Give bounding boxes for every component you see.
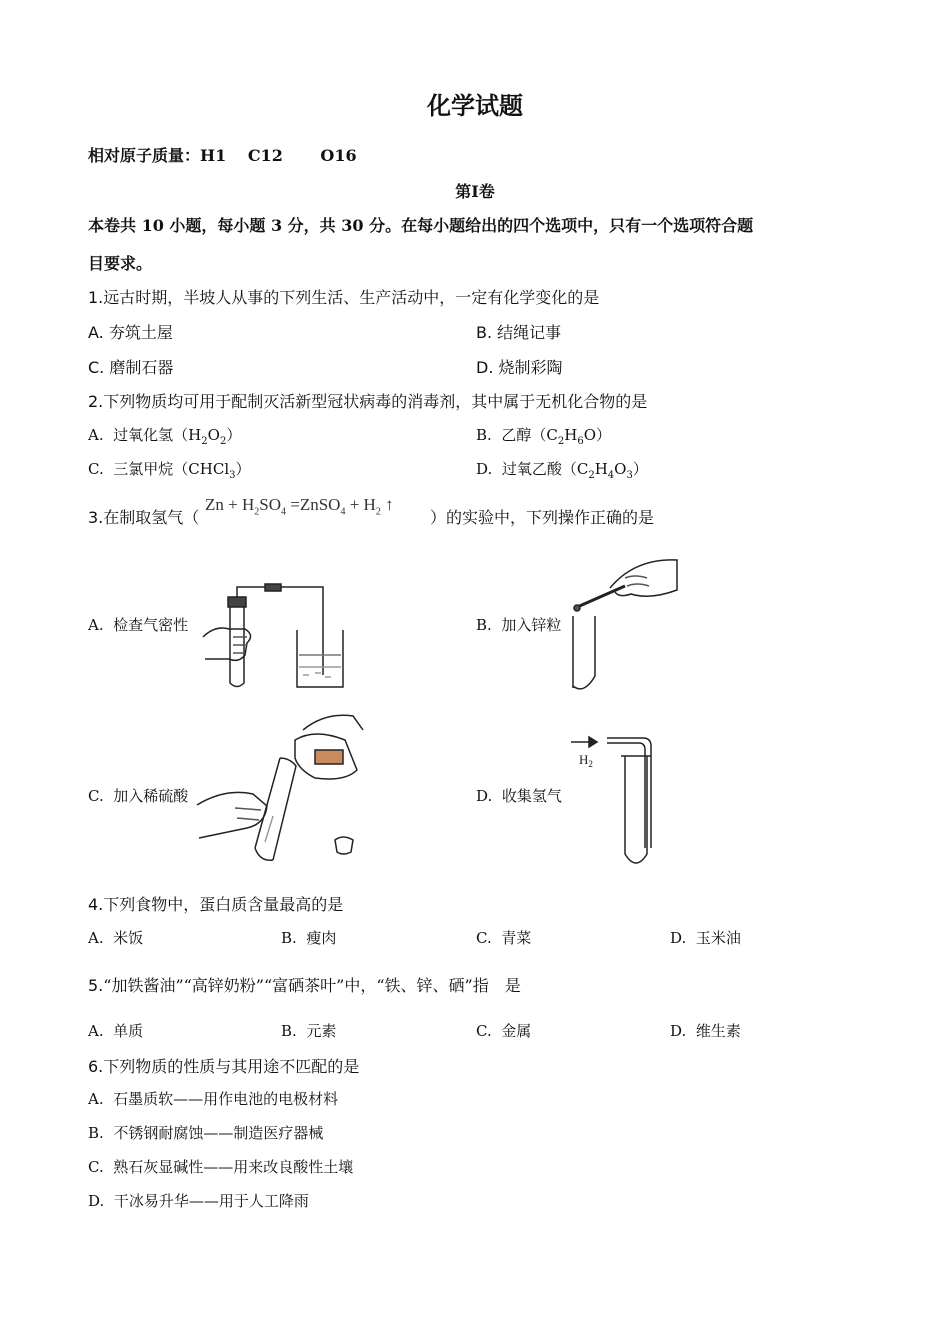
reaction-equation: $Zn + H_2SO_4$ =ZnSO$_4$ + $H_2$ ↑ [205, 495, 394, 518]
question-5-option-d[interactable]: D. 维生素 [670, 1022, 741, 1040]
page-title: 化学试题 [427, 91, 523, 120]
right-hand [303, 715, 363, 730]
question-1-option-b[interactable]: B. 结绳记事 [476, 323, 562, 342]
question-6: 6.下列物质的性质与其用途不匹配的是 [88, 1057, 360, 1076]
zinc-granule [574, 605, 580, 611]
question-6-option-a[interactable]: A. 石墨质软——用作电池的电极材料 [88, 1090, 339, 1108]
question-2-option-c[interactable]: C. 三氯甲烷（CHCl$_3$） [88, 460, 251, 481]
question-3-option-d[interactable]: D. 收集氢气 [476, 787, 562, 805]
bottle-cap [335, 837, 353, 854]
delivery-tube-left [237, 587, 265, 597]
question-2-option-a[interactable]: A. 过氧化氢$(H_2O_2)$ [88, 426, 242, 447]
figure-add-acid [195, 710, 375, 870]
figure-airtightness-check [195, 555, 355, 695]
beaker [297, 630, 343, 687]
question-5-option-b[interactable]: B. 元素 [281, 1022, 337, 1040]
question-4-option-b[interactable]: B. 瘦肉 [281, 929, 337, 947]
question-2-option-b[interactable]: B. 乙醇$(C_2H_6O)$ [476, 426, 612, 447]
question-3-option-a[interactable]: A. 检查气密性 [88, 616, 189, 634]
question-1-option-a[interactable]: A. 夯筑土屋 [88, 323, 173, 342]
question-6-option-d[interactable]: D. 干冰易升华——用于人工降雨 [88, 1192, 309, 1210]
question-1-number: 1. [88, 288, 104, 307]
question-6-option-b[interactable]: B. 不锈钢耐腐蚀——制造医疗器械 [88, 1124, 324, 1142]
question-4-option-c[interactable]: C. 青菜 [476, 929, 532, 947]
instructions-line-1: 本卷共 10 小题，每小题 3 分，共 30 分。在每小题给出的四个选项中，只有一个选项符合题 [88, 216, 754, 235]
hand [610, 560, 677, 596]
svg-text:H2: $H_2$ [579, 752, 593, 769]
question-3-option-b[interactable]: B. 加入锌粒 [476, 616, 562, 634]
question-6-option-c[interactable]: C. 熟石灰显碱性——用来改良酸性土壤 [88, 1158, 354, 1176]
collection-tube [625, 756, 647, 863]
stopper [228, 597, 246, 607]
question-5-option-c[interactable]: C. 金属 [476, 1022, 532, 1040]
question-1 [88, 285, 599, 308]
delivery-tube [607, 738, 651, 848]
delivery-tube-right [281, 587, 323, 675]
test-tube [255, 758, 296, 860]
question-2-stem: 下列物质均可用于配制灭活新型冠状病毒的消毒剂，其中属于无机化合物的是 [103, 392, 648, 411]
question-4: 4.下列食物中，蛋白质含量最高的是 [88, 895, 344, 914]
question-1-option-d[interactable]: D. 烧制彩陶 [476, 358, 563, 377]
question-3-stem-end: ）的实验中，下列操作正确的是 [430, 508, 655, 527]
instructions-line-2: 目要求。 [88, 254, 153, 273]
question-3-option-c[interactable]: C. 加入稀硫酸 [88, 787, 189, 805]
tweezers [575, 586, 625, 608]
question-4-option-a[interactable]: A. 米饭 [88, 929, 144, 947]
tube-connector [265, 584, 281, 591]
question-2-option-d[interactable]: D. 过氧乙酸$(C_2H_4O_3)$ [476, 460, 648, 481]
question-1-stem: 远古时期，半坡人从事的下列生活、生产活动中，一定有化学变化的是 [103, 288, 600, 307]
atomic-mass-line: 相对原子质量：H1 C12 O16 [88, 146, 357, 165]
figure-add-zinc [565, 548, 685, 693]
figure-collect-hydrogen [565, 730, 685, 870]
section-heading: 第Ⅰ卷 [455, 182, 495, 201]
question-5-option-a[interactable]: A. 单质 [88, 1022, 144, 1040]
bottle-label [315, 750, 343, 764]
question-1-option-c[interactable]: C. 磨制石器 [88, 358, 174, 377]
question-2: 2.下列物质均可用于配制灭活新型冠状病毒的消毒剂，其中属于无机化合物的是 [88, 392, 648, 411]
question-3: 3.在制取氢气（ [88, 508, 200, 527]
question-4-option-d[interactable]: D. 玉米油 [670, 929, 741, 947]
left-hand [197, 792, 267, 838]
question-5: 5.“加铁酱油”“高锌奶粉”“富硒茶叶”中，“铁、锌、硒”指 是 [88, 976, 521, 995]
test-tube [573, 616, 595, 689]
